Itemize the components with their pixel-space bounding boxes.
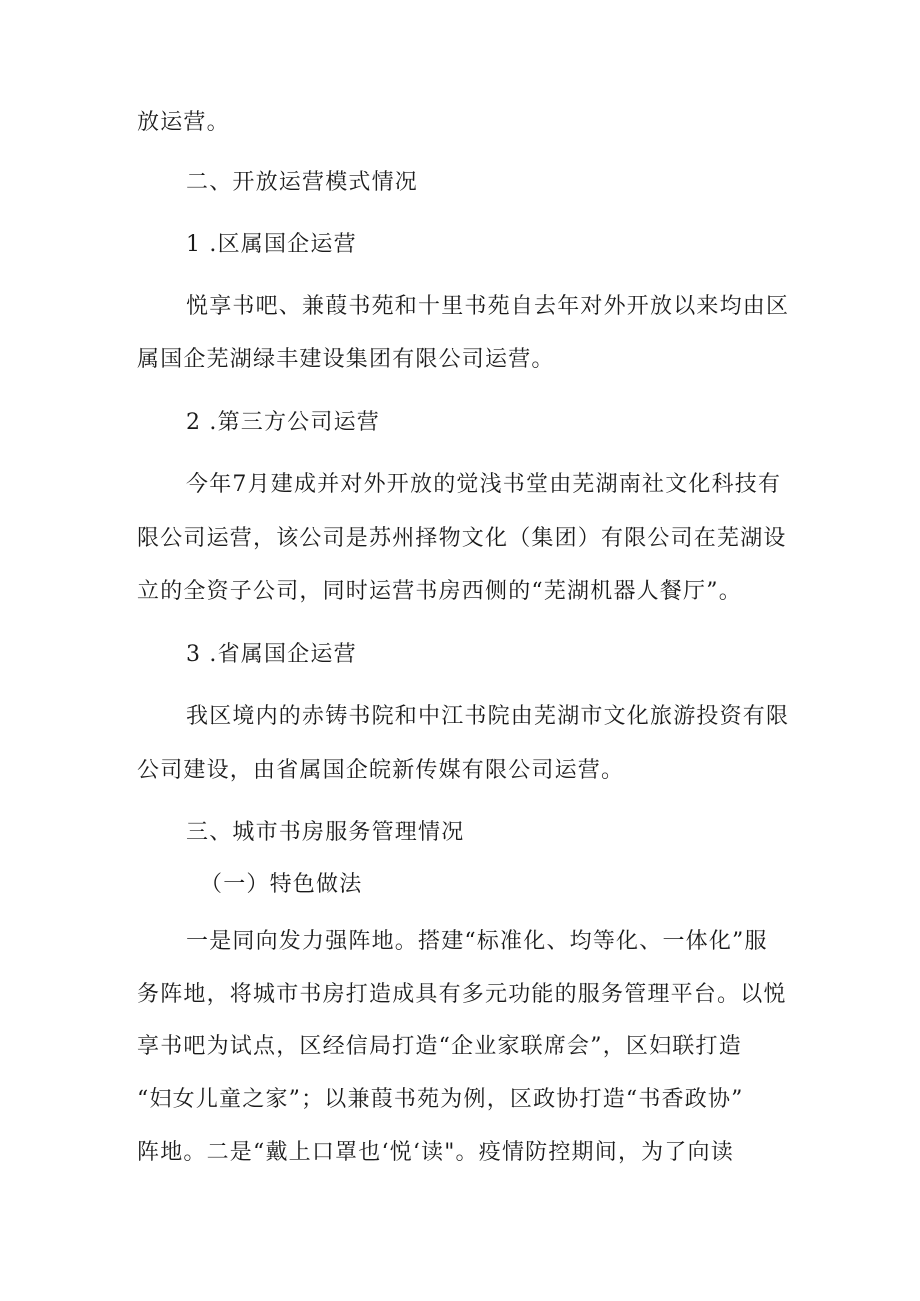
paragraph-line: 一是同向发力强阵地。搭建“标准化、均等化、一体化”服 [186,929,768,954]
paragraph-line: 享书吧为试点，区经信局打造“企业家联席会”，区妇联打造 [137,1034,742,1059]
paragraph-line: 阵地。二是“戴上口罩也‘悦‘读"。疫情防控期间，为了向读 [137,1140,734,1165]
paragraph-line: 放运营。 [137,110,230,135]
paragraph-line: 立的全资子公司，同时运营书房西侧的“芜湖机器人餐厅”。 [137,579,742,604]
section-heading: 二、开放运营模式情况 [186,170,419,195]
paragraph-line: 限公司运营，该公司是苏州择物文化（集团）有限公司在芜湖设 [137,526,787,551]
subsection-heading: 2 .第三方公司运营 [186,410,380,435]
paragraph-line: 属国企芜湖绿丰建设集团有限公司运营。 [137,347,555,372]
paragraph-line: “妇女儿童之家”；以兼葭书苑为例，区政协打造“书香政协” [137,1087,744,1112]
paragraph-line: 务阵地，将城市书房打造成具有多元功能的服务管理平台。以悦 [137,982,787,1007]
paragraph-line: 公司建设，由省属国企皖新传媒有限公司运营。 [137,758,625,783]
paragraph-line: 今年7月建成并对外开放的觉浅书堂由芜湖南社文化科技有 [186,472,782,497]
subsection-heading: 3 .省属国企运营 [186,642,357,667]
subsection-heading: 1 .区属国企运营 [186,232,357,257]
section-heading: 三、城市书房服务管理情况 [186,820,465,845]
paragraph-line: 我区境内的赤铸书院和中江书院由芜湖市文化旅游投资有限 [186,704,790,729]
subsection-heading: （一）特色做法 [200,872,363,897]
paragraph-line: 悦享书吧、兼葭书苑和十里书苑自去年对外开放以来均由区 [186,294,790,319]
